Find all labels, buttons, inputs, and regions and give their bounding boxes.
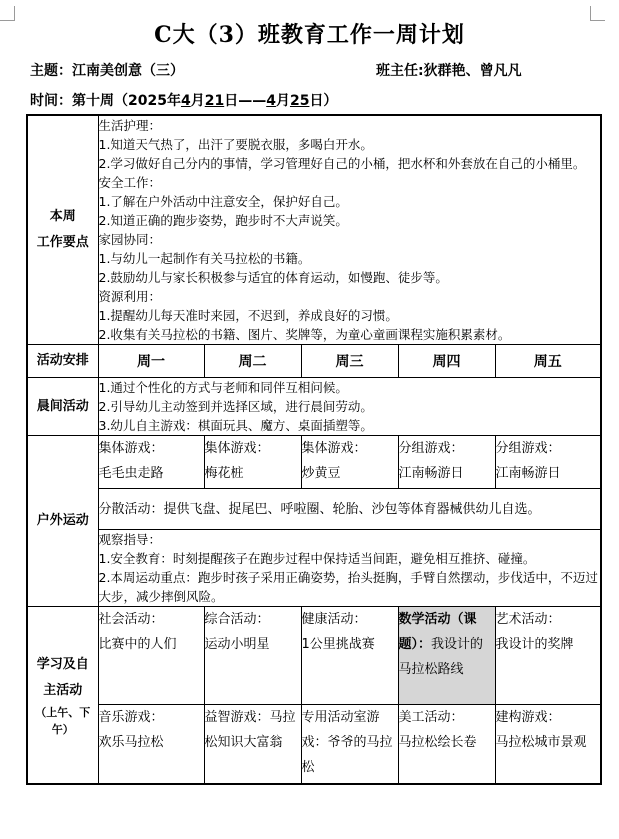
guidance-line: 观察指导： xyxy=(98,532,162,547)
morning-content xyxy=(98,378,601,436)
teacher-value: 狄群艳、曾凡凡 xyxy=(423,63,522,79)
activity-name: 马拉松绘长卷 xyxy=(398,735,477,750)
weekly-line: 1.与幼儿一起制作有关马拉松的书籍。 xyxy=(98,251,311,266)
game-name: 江南畅游日 xyxy=(398,466,464,481)
study-row-2 xyxy=(27,705,601,785)
study-mon-pm xyxy=(98,705,204,785)
weekly-points-content xyxy=(98,115,601,345)
schedule-header-row xyxy=(27,345,601,378)
weekly-line: 生活护理： xyxy=(98,118,162,133)
start-month: 4 xyxy=(180,93,191,109)
study-label xyxy=(27,607,98,785)
activity-name: 马拉松城市景观 xyxy=(495,735,587,750)
activity-kind: 建构游戏： xyxy=(495,710,561,725)
activity-kind: 健康活动： xyxy=(301,612,367,627)
game-kind: 分组游戏： xyxy=(495,441,561,456)
activity-kind: 社会活动： xyxy=(98,612,164,627)
weekly-line: 家园协同： xyxy=(98,232,162,247)
activity-kind: 数学活动（课题）： xyxy=(398,612,477,652)
time-line xyxy=(30,90,337,110)
activity-name: 我设计的奖牌 xyxy=(495,637,574,652)
activity-kind: 益智游戏： xyxy=(204,710,270,725)
day-end-text: 日） xyxy=(309,93,338,109)
study-label-line2: 主活动 xyxy=(43,683,83,698)
page-title: C大（3）班教育工作一周计划 xyxy=(154,22,465,48)
day-wednesday: 周三 xyxy=(301,345,398,378)
outdoor-guidance xyxy=(98,530,601,607)
activity-name: 比赛中的人们 xyxy=(98,637,177,652)
study-tue-pm xyxy=(204,705,301,785)
end-month: 4 xyxy=(266,93,276,109)
teacher-line xyxy=(376,60,522,80)
morning-label: 晨间活动 xyxy=(27,378,98,436)
theme-line xyxy=(30,60,184,80)
activity-name: 运动小明星 xyxy=(204,637,270,652)
outdoor-games-row xyxy=(27,436,601,489)
range-text: 日—— xyxy=(224,93,267,109)
theme-label: 主题： xyxy=(30,63,72,79)
outdoor-label: 户外运动 xyxy=(27,436,98,607)
game-kind: 集体游戏： xyxy=(204,441,270,456)
weekly-line: 安全工作： xyxy=(98,175,162,190)
study-tue-am xyxy=(204,607,301,705)
morning-line: 1.通过个性化的方式与老师和同伴互相问候。 xyxy=(98,380,348,395)
weekly-points-row xyxy=(27,115,601,345)
study-thu-am xyxy=(398,607,495,705)
activity-name: 欢乐马拉松 xyxy=(98,735,164,750)
study-label-line3: （上午、下午） xyxy=(35,706,91,736)
day-thursday: 周四 xyxy=(398,345,495,378)
day-monday: 周一 xyxy=(98,345,204,378)
game-name: 梅花桩 xyxy=(204,466,244,481)
weekly-line: 2.知道正确的跑步姿势，跑步时不大声说笑。 xyxy=(98,213,348,228)
weekly-line: 2.学习做好自己分内的事情，学习管理好自己的小桶，把水杯和外套放在自己的小桶里。 xyxy=(98,156,586,171)
month-text: 月 xyxy=(190,93,205,109)
study-mon-am xyxy=(98,607,204,705)
theme-value: 江南美创意（三） xyxy=(72,63,184,79)
outdoor-scattered: 分散活动：提供飞盘、捉尾巴、呼啦圈、轮胎、沙包等体育器械供幼儿自选。 xyxy=(98,489,601,530)
schedule-label: 活动安排 xyxy=(27,345,98,378)
study-label-line1: 学习及自 xyxy=(36,657,89,672)
outdoor-game-mon xyxy=(98,436,204,489)
weekly-plan-table xyxy=(26,114,602,785)
activity-kind: 音乐游戏： xyxy=(98,710,164,725)
guidance-line: 1.安全教育：时刻提醒孩子在跑步过程中保持适当间距，避免相互推挤、碰撞。 xyxy=(98,551,536,566)
study-fri-am xyxy=(495,607,601,705)
weekly-label-line1: 本周 xyxy=(49,209,76,224)
game-name: 江南畅游日 xyxy=(495,466,561,481)
game-kind: 分组游戏： xyxy=(398,441,464,456)
study-thu-pm xyxy=(398,705,495,785)
activity-name: 爷爷的马拉松 xyxy=(301,735,393,775)
weekly-line: 1.提醒幼儿每天准时来园，不迟到，养成良好的习惯。 xyxy=(98,308,398,323)
game-name: 毛毛虫走路 xyxy=(98,466,164,481)
outdoor-game-tue xyxy=(204,436,301,489)
month-text-2: 月 xyxy=(275,93,290,109)
activity-name: 1公里挑战赛 xyxy=(301,637,375,652)
morning-line: 2.引导幼儿主动签到并选择区域，进行晨间劳动。 xyxy=(98,399,373,414)
outdoor-game-thu xyxy=(398,436,495,489)
activity-name: 我设计的马拉松路线 xyxy=(398,637,484,677)
time-label: 时间：第十周（2025年 xyxy=(30,93,181,109)
end-day: 25 xyxy=(289,93,310,109)
weekly-line: 1.知道天气热了，出汗了要脱衣服，多喝白开水。 xyxy=(98,137,373,152)
activity-kind: 综合活动： xyxy=(204,612,270,627)
outdoor-scattered-row xyxy=(27,489,601,530)
morning-line: 3.幼儿自主游戏：棋面玩具、魔方、桌面插塑等。 xyxy=(98,418,373,433)
activity-name: 马拉松知识大富翁 xyxy=(204,710,296,750)
weekly-line: 1.了解在户外活动中注意安全，保护好自己。 xyxy=(98,194,348,209)
weekly-line: 2.收集有关马拉松的书籍、图片、奖牌等，为童心童画课程实施积累素材。 xyxy=(98,327,511,342)
outdoor-game-wed xyxy=(301,436,398,489)
activity-kind: 艺术活动： xyxy=(495,612,561,627)
study-wed-pm xyxy=(301,705,398,785)
weekly-line: 资源利用： xyxy=(98,289,162,304)
weekly-label-line2: 工作要点 xyxy=(36,235,89,250)
study-wed-am xyxy=(301,607,398,705)
game-kind: 集体游戏： xyxy=(98,441,164,456)
activity-kind: 美工活动： xyxy=(398,710,464,725)
start-day: 21 xyxy=(204,93,225,109)
study-fri-pm xyxy=(495,705,601,785)
outdoor-guidance-row xyxy=(27,530,601,607)
game-name: 炒黄豆 xyxy=(301,466,341,481)
day-friday: 周五 xyxy=(495,345,601,378)
game-kind: 集体游戏： xyxy=(301,441,367,456)
day-tuesday: 周二 xyxy=(204,345,301,378)
activity-kind: 专用活动室游戏： xyxy=(301,710,380,750)
weekly-line: 2.鼓励幼儿与家长积极参与适宜的体育运动，如慢跑、徒步等。 xyxy=(98,270,448,285)
teacher-label: 班主任: xyxy=(376,63,424,79)
guidance-line: 2.本周运动重点：跑步时孩子采用正确姿势，抬头挺胸，手臂自然摆动，步伐适中，不迈过大步，减少摔倒风险。 xyxy=(98,570,598,604)
study-row-1 xyxy=(27,607,601,705)
morning-row xyxy=(27,378,601,436)
weekly-points-label xyxy=(27,115,98,345)
outdoor-game-fri xyxy=(495,436,601,489)
